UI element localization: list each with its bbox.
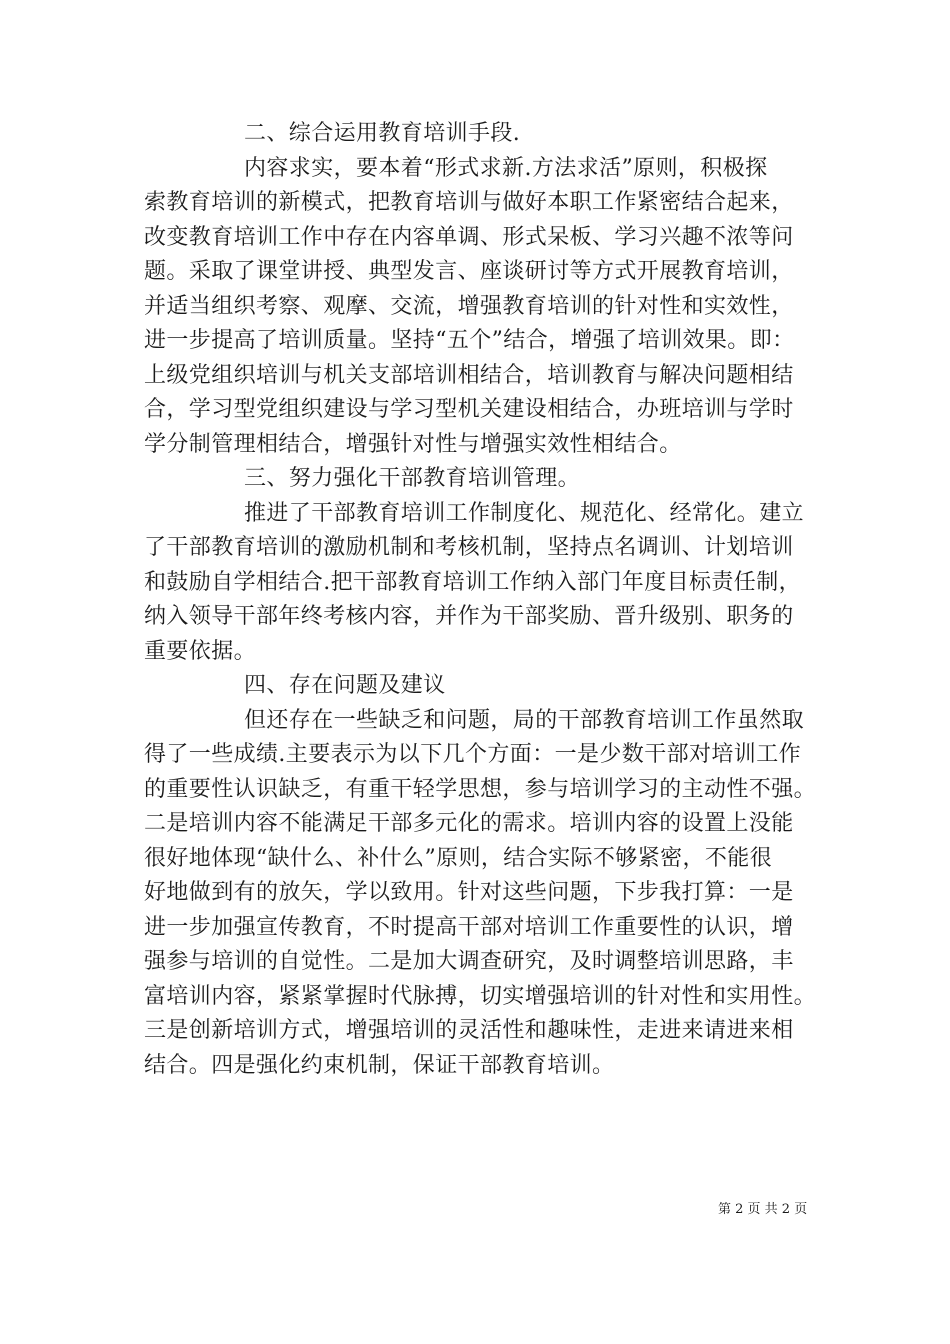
paragraph-line: 二是培训内容不能满足干部多元化的需求。培训内容的设置上没能 <box>144 811 794 836</box>
document-body <box>144 117 830 1083</box>
paragraph-line: 题。采取了课堂讲授、典型发言、座谈研讨等方式开展教育培训， <box>144 259 794 284</box>
section-heading-3: 三、努力强化干部教育培训管理。 <box>244 466 581 491</box>
paragraph-line: 富培训内容，紧紧掌握时代脉搏，切实增强培训的针对性和实用性。 <box>144 983 817 1009</box>
paragraph-line: 合，学习型党组织建设与学习型机关建设相结合，办班培训与学时 <box>144 397 794 422</box>
paragraph-line: 得了一些成绩.主要表示为以下几个方面：一是少数干部对培训工作 <box>144 742 801 767</box>
paragraph-line: 进一步提高了培训质量。坚持“五个”结合，增强了培训效果。即： <box>144 328 795 353</box>
page-number: 第 2 页 共 2 页 <box>718 1202 808 1217</box>
paragraph-line: 上级党组织培训与机关支部培训相结合，培训教育与解决问题相结 <box>144 362 794 388</box>
paragraph-line: 强参与培训的自觉性。二是加大调查研究，及时调整培训思路，丰 <box>144 949 794 974</box>
paragraph-line: 和鼓励自学相结合.把干部教育培训工作纳入部门年度目标责任制， <box>144 569 801 595</box>
paragraph-line: 了干部教育培训的激励机制和考核机制，坚持点名调训、计划培训 <box>144 535 794 560</box>
paragraph-line: 纳入领导干部年终考核内容，并作为干部奖励、晋升级别、职务的 <box>144 604 794 629</box>
paragraph-line: 索教育培训的新模式，把教育培训与做好本职工作紧密结合起来， <box>144 190 794 215</box>
paragraph-line: 结合。四是强化约束机制，保证干部教育培训。 <box>144 1052 615 1078</box>
paragraph-line: 改变教育培训工作中存在内容单调、形式呆板、学习兴趣不浓等问 <box>144 224 794 250</box>
paragraph-line: 好地做到有的放矢，学以致用。针对这些问题，下步我打算：一是 <box>144 880 794 905</box>
paragraph-line: 内容求实，要本着“形式求新.方法求活”原则，积极探 <box>244 155 768 181</box>
paragraph-line: 推进了干部教育培训工作制度化、规范化、经常化。建立 <box>244 500 805 526</box>
paragraph-line: 但还存在一些缺乏和问题，局的干部教育培训工作虽然取 <box>244 707 805 733</box>
paragraph-line: 重要依据。 <box>144 638 257 664</box>
paragraph-line: 并适当组织考察、观摩、交流，增强教育培训的针对性和实效性， <box>144 293 794 319</box>
section-heading-2: 二、综合运用教育培训手段. <box>244 121 521 146</box>
section-heading-4: 四、存在问题及建议 <box>244 673 446 698</box>
paragraph-line: 三是创新培训方式，增强培训的灵活性和趣味性，走进来请进来相 <box>144 1018 794 1043</box>
paragraph-line: 的重要性认识缺乏，有重干轻学思想，参与培训学习的主动性不强。 <box>144 776 817 802</box>
paragraph-line: 学分制管理相结合，增强针对性与增强实效性相结合。 <box>144 431 682 457</box>
paragraph-line: 进一步加强宣传教育，不时提高干部对培训工作重要性的认识，增 <box>144 914 794 940</box>
paragraph-line: 很好地体现“缺什么、补什么”原则，结合实际不够紧密，不能很 <box>144 845 773 871</box>
